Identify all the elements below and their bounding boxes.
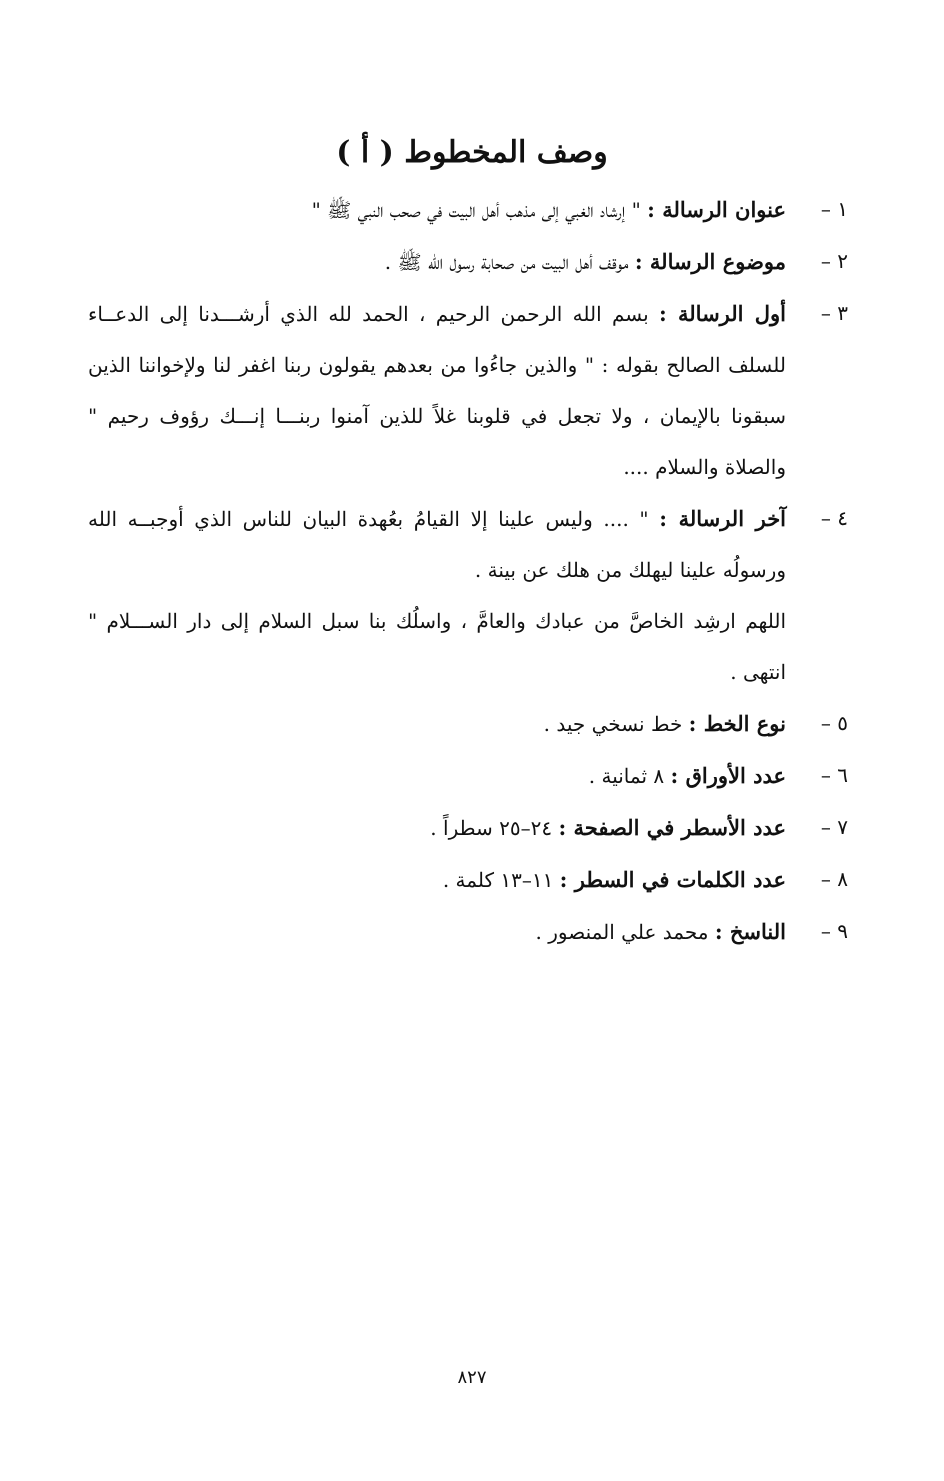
list-item-title xyxy=(88,184,848,236)
item-text: خط نسخي جيد . xyxy=(543,712,689,736)
list-item-lines-per-page xyxy=(88,802,848,854)
item-label: عدد الأسطر في الصفحة : xyxy=(558,815,786,840)
item-number: ٦ – xyxy=(820,763,848,787)
item-number: ٤ – xyxy=(820,506,848,530)
item-label: آخر الرسالة : xyxy=(659,506,787,531)
item-text: ٢٤–٢٥ سطراً . xyxy=(430,816,559,840)
item-text: محمد علي المنصور . xyxy=(535,920,715,944)
item-label: موضوع الرسالة : xyxy=(634,249,786,274)
item-text: " إرشاد الغبي إلى مذهب أهل البيت في صحب النبي ﷺ " xyxy=(311,198,648,222)
item-number: ٢ – xyxy=(820,249,848,273)
item-label: أول الرسالة : xyxy=(659,301,786,326)
list-item-copyist xyxy=(88,906,848,958)
item-number: ٧ – xyxy=(820,815,848,839)
item-number: ٣ – xyxy=(820,301,848,325)
item-label: عنوان الرسالة : xyxy=(647,197,786,222)
item-text: " .... وليس علينا إلا القيامُ بعُهدة البيان للناس الذي أوجبــه الله ورسولُه علينا ليهلك من هلك عن بينة . xyxy=(88,507,786,582)
item-extra-text: اللهم ارشِد الخاصَّ من عبادك والعامَّ ، واسلُك بنا سبل السلام إلى دار الســـلام " انتهى . xyxy=(88,609,786,684)
item-label: الناسخ : xyxy=(714,919,786,944)
item-text: ١١–١٣ كلمة . xyxy=(442,868,560,892)
item-text: موقف أهل البيت من صحابة رسول الله ﷺ . xyxy=(384,250,635,274)
item-text: بسم الله الرحمن الرحيم ، الحمد لله الذي أرشـــدنا إلى الدعــاء للسلف الصالح بقوله : " والذين جاءُوا من بعدهم يقولون ربنا اغفر لنا ولإخواننا الذين سبقونا بالإيمان ، ولا تجعل في قلوبنا غلاً للذين آمنوا ربنـــا إنـــك رؤوف رحيم " والصلاة والسلام .... xyxy=(88,302,786,479)
item-label: عدد الكلمات في السطر : xyxy=(559,867,786,892)
item-number: ٩ – xyxy=(820,919,848,943)
item-label: عدد الأوراق : xyxy=(670,763,786,788)
item-number: ٥ – xyxy=(820,711,848,735)
manuscript-description-list xyxy=(88,184,848,958)
list-item-words-per-line xyxy=(88,854,848,906)
list-item-ending xyxy=(88,493,848,698)
list-item-script-type xyxy=(88,698,848,750)
item-text: ٨ ثمانية . xyxy=(588,764,671,788)
item-label: نوع الخط : xyxy=(688,711,786,736)
item-number: ١ – xyxy=(820,197,848,221)
list-item-opening xyxy=(88,288,848,493)
list-item-subject xyxy=(88,236,848,288)
item-number: ٨ – xyxy=(820,867,848,891)
page-number: ٨٢٧ xyxy=(457,1367,487,1388)
list-item-folio-count xyxy=(88,750,848,802)
page-title: وصف المخطوط ( أ ) xyxy=(336,135,608,170)
